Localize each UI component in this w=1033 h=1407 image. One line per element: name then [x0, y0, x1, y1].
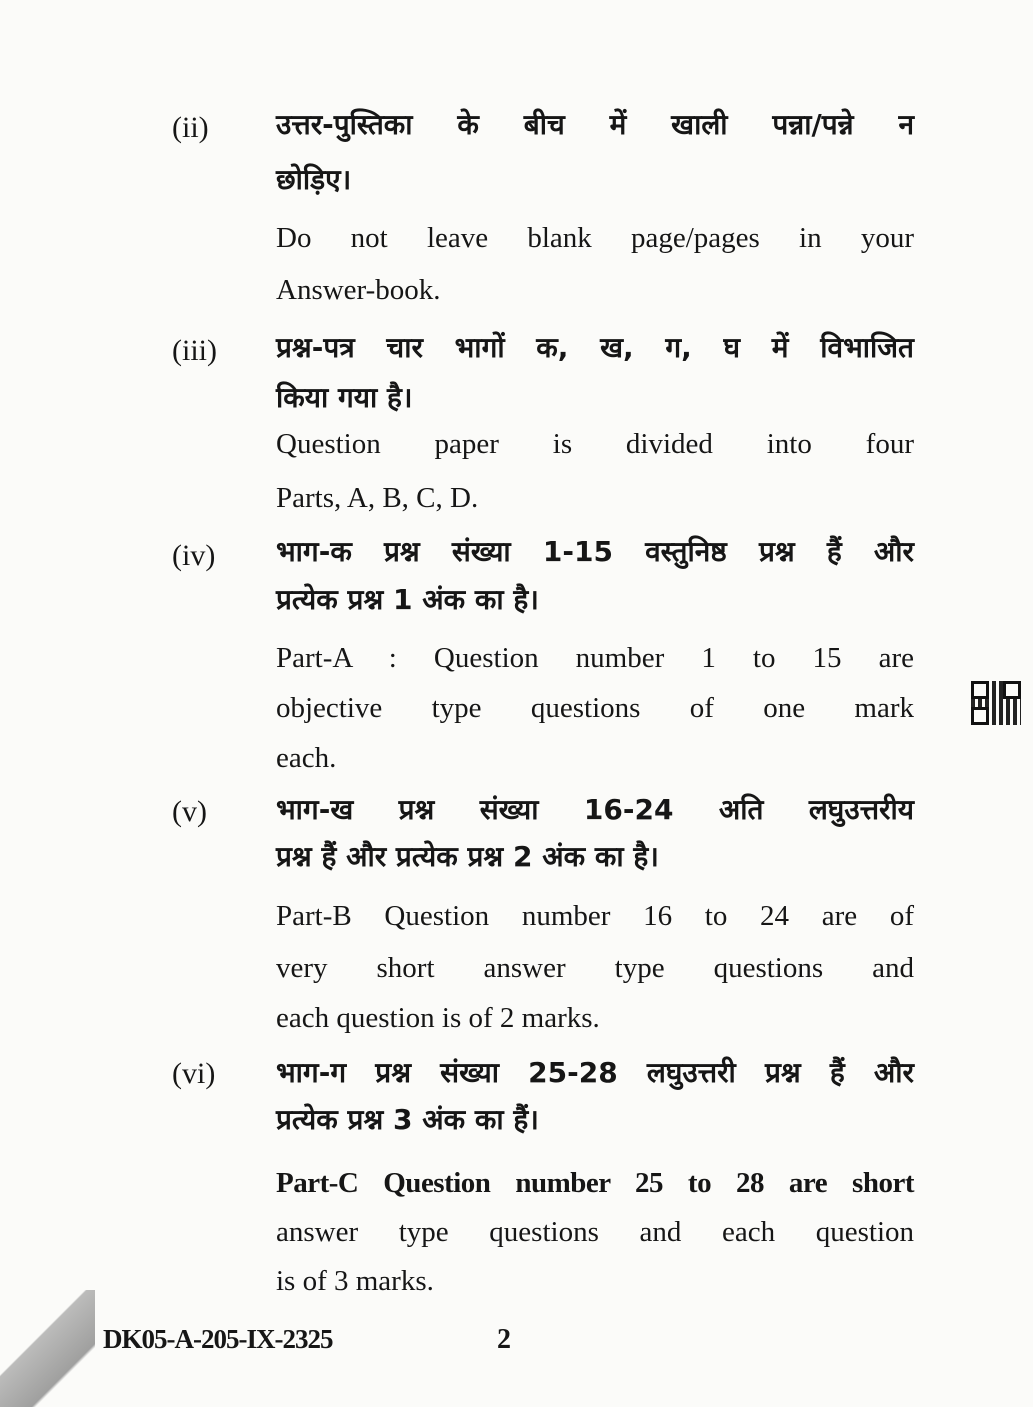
hindi-line: छोड़िए।	[276, 163, 352, 196]
english-line: Part-C Question number 25 to 28 are short	[276, 1167, 914, 1199]
english-line: Do not leave blank page/pages in your	[276, 222, 914, 254]
qr-code-icon	[971, 681, 1021, 725]
item-label: (v)	[172, 795, 207, 828]
english-line: Parts, A, B, C, D.	[276, 482, 479, 514]
english-line: each question is of 2 marks.	[276, 1002, 600, 1034]
english-line: each.	[276, 742, 337, 774]
english-line: very short answer type questions and	[276, 952, 914, 984]
hindi-line: भाग-ग प्रश्न संख्या 25-28 लघुउत्तरी प्रश्न हैं और	[276, 1056, 914, 1089]
english-line: answer type questions and each question	[276, 1216, 914, 1248]
english-line: objective type questions of one mark	[276, 692, 914, 724]
hindi-line: भाग-क प्रश्न संख्या 1-15 वस्तुनिष्ठ प्रश्न हैं और	[276, 535, 914, 568]
item-label: (iii)	[172, 334, 217, 367]
hindi-line: किया गया है।	[276, 381, 413, 414]
english-line: Question paper is divided into four	[276, 428, 914, 460]
paper-code: DK05-A-205-IX-2325	[103, 1324, 333, 1354]
hindi-line: प्रश्न हैं और प्रत्येक प्रश्न 2 अंक का है।	[276, 840, 659, 873]
hindi-line: प्रश्न-पत्र चार भागों क, ख, ग, घ में विभाजित	[276, 331, 914, 364]
hindi-line: प्रत्येक प्रश्न 1 अंक का है।	[276, 583, 539, 616]
item-label: (iv)	[172, 539, 216, 572]
english-line: is of 3 marks.	[276, 1265, 434, 1297]
english-line: Answer-book.	[276, 274, 441, 306]
scan-shadow	[0, 1290, 95, 1407]
item-label: (ii)	[172, 111, 209, 144]
hindi-line: उत्तर-पुस्तिका के बीच में खाली पन्ना/पन्ने न	[276, 108, 914, 141]
page-number: 2	[497, 1324, 511, 1355]
hindi-line: भाग-ख प्रश्न संख्या 16-24 अति लघुउत्तरीय	[276, 793, 914, 826]
english-line: Part-A : Question number 1 to 15 are	[276, 642, 914, 674]
item-label: (vi)	[172, 1057, 216, 1090]
english-line: Part-B Question number 16 to 24 are of	[276, 900, 914, 932]
hindi-line: प्रत्येक प्रश्न 3 अंक का हैं।	[276, 1103, 539, 1136]
